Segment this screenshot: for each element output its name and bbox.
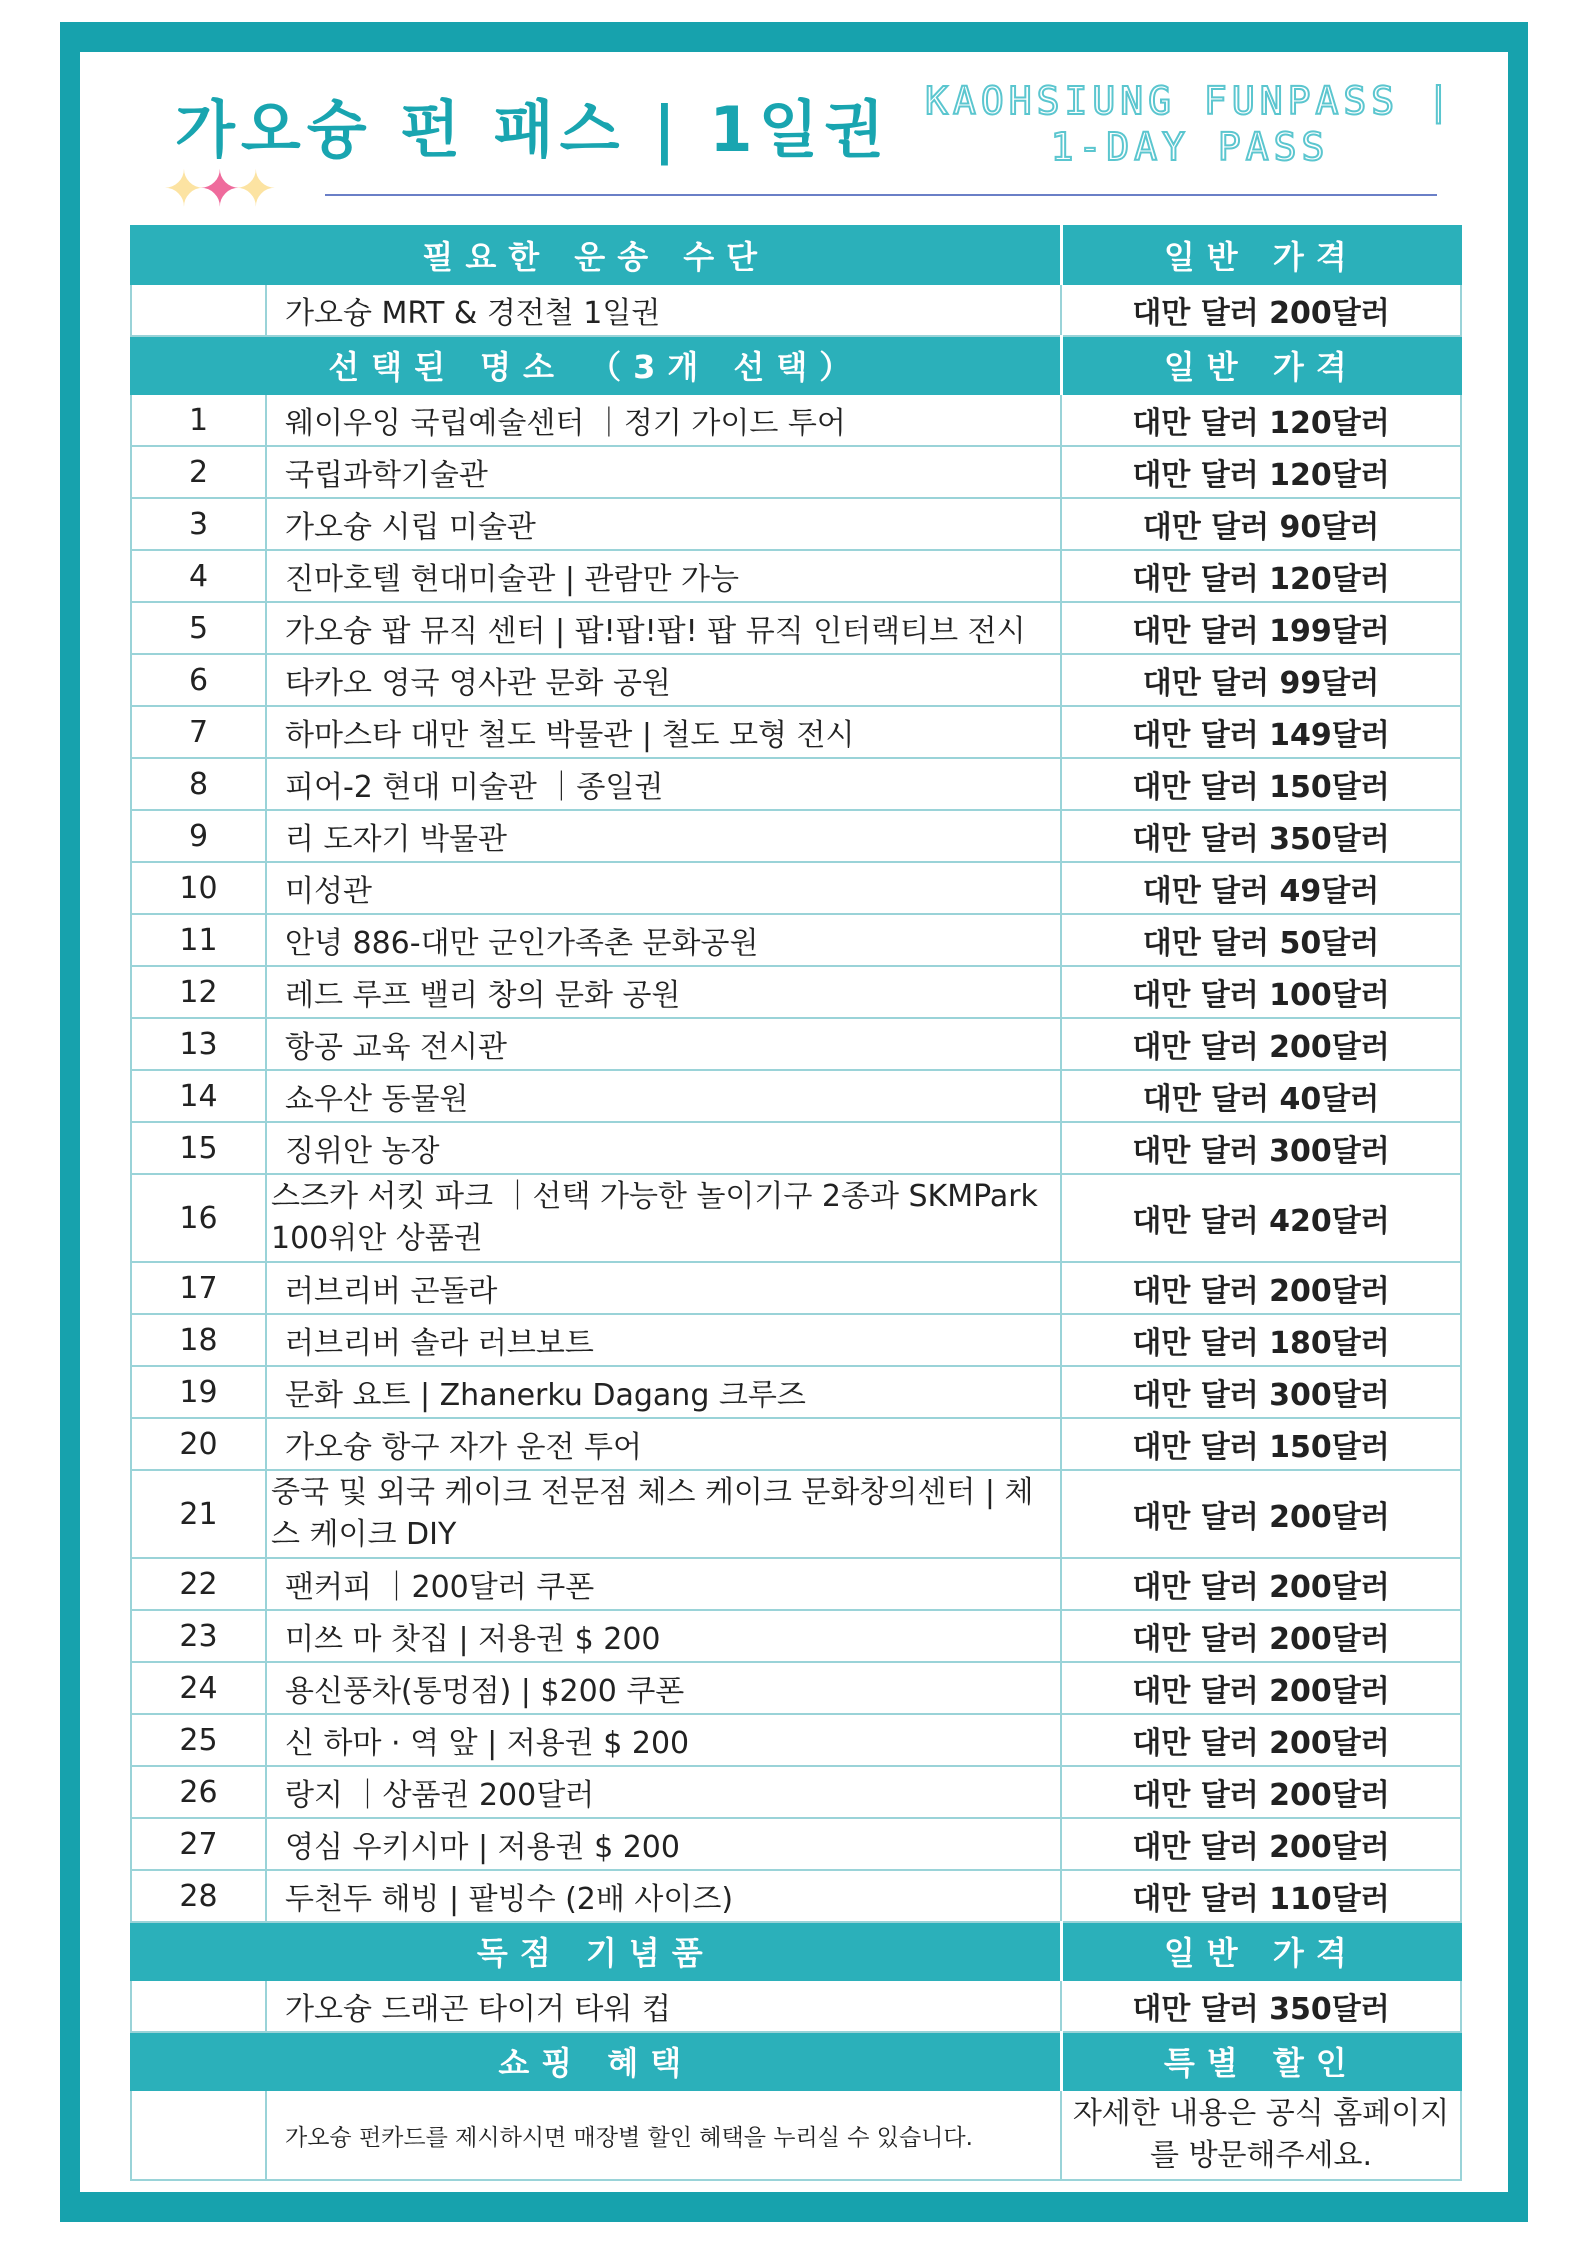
shopping-detail: 자세한 내용은 공식 홈페이지를 방문해주세요.: [1061, 2090, 1461, 2180]
attraction-row: [131, 1610, 1461, 1662]
attraction-name: 징위안 농장: [266, 1122, 1061, 1174]
attraction-number: 9: [131, 810, 266, 862]
attraction-row: [131, 550, 1461, 602]
attraction-row: [131, 394, 1461, 446]
attraction-number: 23: [131, 1610, 266, 1662]
souvenir-row: [131, 1980, 1461, 2032]
attraction-name: 가오슝 팝 뮤직 센터 | 팝!팝!팝! 팝 뮤직 인터랙티브 전시: [266, 602, 1061, 654]
attraction-name: 신 하마 · 역 앞 | 저용권 $ 200: [266, 1714, 1061, 1766]
attraction-number: 18: [131, 1314, 266, 1366]
attraction-row: [131, 1818, 1461, 1870]
attraction-price: 대만 달러 200달러: [1061, 1262, 1461, 1314]
attraction-price: 대만 달러 120달러: [1061, 550, 1461, 602]
attraction-number: 21: [131, 1470, 266, 1558]
attraction-name: 영심 우키시마 | 저용권 $ 200: [266, 1818, 1061, 1870]
attraction-row: [131, 1262, 1461, 1314]
attraction-price: 대만 달러 99달러: [1061, 654, 1461, 706]
attraction-row: [131, 1470, 1461, 1558]
page-title-english: [900, 78, 1480, 170]
attraction-name: 리 도자기 박물관: [266, 810, 1061, 862]
attraction-name: 쇼우산 동물원: [266, 1070, 1061, 1122]
attraction-number: 24: [131, 1662, 266, 1714]
attraction-number: 8: [131, 758, 266, 810]
attraction-row: [131, 1714, 1461, 1766]
attraction-price: 대만 달러 200달러: [1061, 1558, 1461, 1610]
transport-row: [131, 284, 1461, 336]
souvenir-header: [131, 1922, 1461, 1980]
attraction-row: [131, 1766, 1461, 1818]
transport-header-label: 필요한 운송 수단: [131, 226, 1061, 284]
attraction-price: 대만 달러 200달러: [1061, 1818, 1461, 1870]
souvenir-header-price: 일반 가격: [1061, 1922, 1461, 1980]
attraction-row: [131, 1018, 1461, 1070]
attraction-name: 러브리버 곤돌라: [266, 1262, 1061, 1314]
attractions-header: [131, 336, 1461, 394]
attraction-row: [131, 446, 1461, 498]
attraction-name: 타카오 영국 영사관 문화 공원: [266, 654, 1061, 706]
transport-header: [131, 226, 1461, 284]
attraction-number: 1: [131, 394, 266, 446]
transport-header-price: 일반 가격: [1061, 226, 1461, 284]
attraction-number: 15: [131, 1122, 266, 1174]
attraction-price: 대만 달러 200달러: [1061, 1766, 1461, 1818]
transport-name: 가오슝 MRT & 경전철 1일권: [266, 284, 1061, 336]
pass-table: [130, 225, 1462, 2181]
attraction-number: 22: [131, 1558, 266, 1610]
attraction-name: 하마스타 대만 철도 박물관 | 철도 모형 전시: [266, 706, 1061, 758]
attraction-row: [131, 706, 1461, 758]
attraction-row: [131, 1870, 1461, 1922]
attraction-row: [131, 862, 1461, 914]
attraction-number: 17: [131, 1262, 266, 1314]
attraction-name: 국립과학기술관: [266, 446, 1061, 498]
attraction-price: 대만 달러 120달러: [1061, 446, 1461, 498]
attraction-number: 14: [131, 1070, 266, 1122]
attraction-price: 대만 달러 150달러: [1061, 758, 1461, 810]
attraction-price: 대만 달러 110달러: [1061, 1870, 1461, 1922]
attraction-number: 26: [131, 1766, 266, 1818]
row-number: [131, 1980, 266, 2032]
attraction-price: 대만 달러 300달러: [1061, 1366, 1461, 1418]
attraction-row: [131, 602, 1461, 654]
attraction-price: 대만 달러 200달러: [1061, 1662, 1461, 1714]
shopping-note: 가오슝 펀카드를 제시하시면 매장별 할인 혜택을 누리실 수 있습니다.: [266, 2090, 1061, 2180]
attraction-row: [131, 1558, 1461, 1610]
attraction-name: 두천두 해빙 | 팥빙수 (2배 사이즈): [266, 1870, 1061, 1922]
attraction-name: 피어-2 현대 미술관 ｜종일권: [266, 758, 1061, 810]
attraction-number: 5: [131, 602, 266, 654]
shopping-header: [131, 2032, 1461, 2090]
attraction-price: 대만 달러 180달러: [1061, 1314, 1461, 1366]
souvenir-header-label: 독점 기념품: [131, 1922, 1061, 1980]
attraction-row: [131, 758, 1461, 810]
transport-price: 대만 달러 200달러: [1061, 284, 1461, 336]
attraction-row: [131, 654, 1461, 706]
attraction-number: 28: [131, 1870, 266, 1922]
attraction-row: [131, 1662, 1461, 1714]
souvenir-price: 대만 달러 350달러: [1061, 1980, 1461, 2032]
attraction-price: 대만 달러 350달러: [1061, 810, 1461, 862]
attraction-name: 가오슝 시립 미술관: [266, 498, 1061, 550]
attraction-price: 대만 달러 50달러: [1061, 914, 1461, 966]
attraction-price: 대만 달러 40달러: [1061, 1070, 1461, 1122]
attraction-name: 항공 교육 전시관: [266, 1018, 1061, 1070]
attraction-price: 대만 달러 200달러: [1061, 1470, 1461, 1558]
attraction-name: 팬커피 ｜200달러 쿠폰: [266, 1558, 1061, 1610]
attraction-name: 랑지 ｜상품권 200달러: [266, 1766, 1061, 1818]
attraction-price: 대만 달러 200달러: [1061, 1018, 1461, 1070]
shopping-header-discount: 특별 할인: [1061, 2032, 1461, 2090]
attraction-number: 4: [131, 550, 266, 602]
attraction-number: 20: [131, 1418, 266, 1470]
star-icon: ✦: [198, 160, 241, 218]
attraction-name: 용신풍차(통멍점) | $200 쿠폰: [266, 1662, 1061, 1714]
attraction-name: 가오슝 항구 자가 운전 투어: [266, 1418, 1061, 1470]
attraction-name: 스즈카 서킷 파크 ｜선택 가능한 놀이기구 2종과 SKMPark 100위안 상품권: [266, 1174, 1061, 1262]
attraction-name: 미쓰 마 찻집 | 저용권 $ 200: [266, 1610, 1061, 1662]
shopping-row: [131, 2090, 1461, 2180]
title-en-line2: 1-DAY PASS: [1050, 125, 1330, 169]
attraction-number: 25: [131, 1714, 266, 1766]
attraction-name: 안녕 886-대만 군인가족촌 문화공원: [266, 914, 1061, 966]
page-title: 가오슝 펀 패스 | 1일권: [175, 93, 891, 166]
attraction-price: 대만 달러 49달러: [1061, 862, 1461, 914]
attraction-price: 대만 달러 90달러: [1061, 498, 1461, 550]
attraction-price: 대만 달러 199달러: [1061, 602, 1461, 654]
row-number: [131, 2090, 266, 2180]
attraction-number: 6: [131, 654, 266, 706]
attraction-number: 2: [131, 446, 266, 498]
row-number: [131, 284, 266, 336]
title-en-line1: KAOHSIUNG FUNPASS |: [925, 79, 1455, 123]
attraction-price: 대만 달러 150달러: [1061, 1418, 1461, 1470]
attractions-header-price: 일반 가격: [1061, 336, 1461, 394]
attraction-price: 대만 달러 100달러: [1061, 966, 1461, 1018]
attraction-name: 미성관: [266, 862, 1061, 914]
attraction-name: 웨이우잉 국립예술센터 ｜정기 가이드 투어: [266, 394, 1061, 446]
attraction-price: 대만 달러 420달러: [1061, 1174, 1461, 1262]
attraction-number: 13: [131, 1018, 266, 1070]
star-icon: ✦: [234, 160, 277, 218]
attraction-row: [131, 1070, 1461, 1122]
attraction-number: 16: [131, 1174, 266, 1262]
attraction-row: [131, 1122, 1461, 1174]
title-divider: [325, 194, 1437, 196]
attractions-header-label: 선택된 명소 （3개 선택）: [131, 336, 1061, 394]
star-icon: ✦: [163, 160, 205, 218]
attraction-row: [131, 1174, 1461, 1262]
attraction-price: 대만 달러 200달러: [1061, 1610, 1461, 1662]
attraction-row: [131, 1366, 1461, 1418]
attraction-row: [131, 498, 1461, 550]
attraction-number: 7: [131, 706, 266, 758]
attraction-name: 문화 요트 | Zhanerku Dagang 크루즈: [266, 1366, 1061, 1418]
attraction-row: [131, 1314, 1461, 1366]
attraction-price: 대만 달러 149달러: [1061, 706, 1461, 758]
attraction-name: 중국 및 외국 케이크 전문점 체스 케이크 문화창의센터 | 체스 케이크 DIY: [266, 1470, 1061, 1558]
attraction-number: 12: [131, 966, 266, 1018]
attraction-name: 레드 루프 밸리 창의 문화 공원: [266, 966, 1061, 1018]
attraction-price: 대만 달러 200달러: [1061, 1714, 1461, 1766]
attraction-number: 3: [131, 498, 266, 550]
shopping-header-label: 쇼핑 혜택: [131, 2032, 1061, 2090]
decorative-stars: [163, 160, 277, 218]
attraction-name: 진마호텔 현대미술관 | 관람만 가능: [266, 550, 1061, 602]
attraction-price: 대만 달러 300달러: [1061, 1122, 1461, 1174]
souvenir-name: 가오슝 드래곤 타이거 타워 컵: [266, 1980, 1061, 2032]
attraction-row: [131, 810, 1461, 862]
attraction-name: 러브리버 솔라 러브보트: [266, 1314, 1061, 1366]
attraction-number: 10: [131, 862, 266, 914]
attraction-number: 19: [131, 1366, 266, 1418]
attraction-price: 대만 달러 120달러: [1061, 394, 1461, 446]
attraction-row: [131, 1418, 1461, 1470]
attraction-row: [131, 966, 1461, 1018]
attraction-number: 11: [131, 914, 266, 966]
attraction-row: [131, 914, 1461, 966]
attraction-number: 27: [131, 1818, 266, 1870]
